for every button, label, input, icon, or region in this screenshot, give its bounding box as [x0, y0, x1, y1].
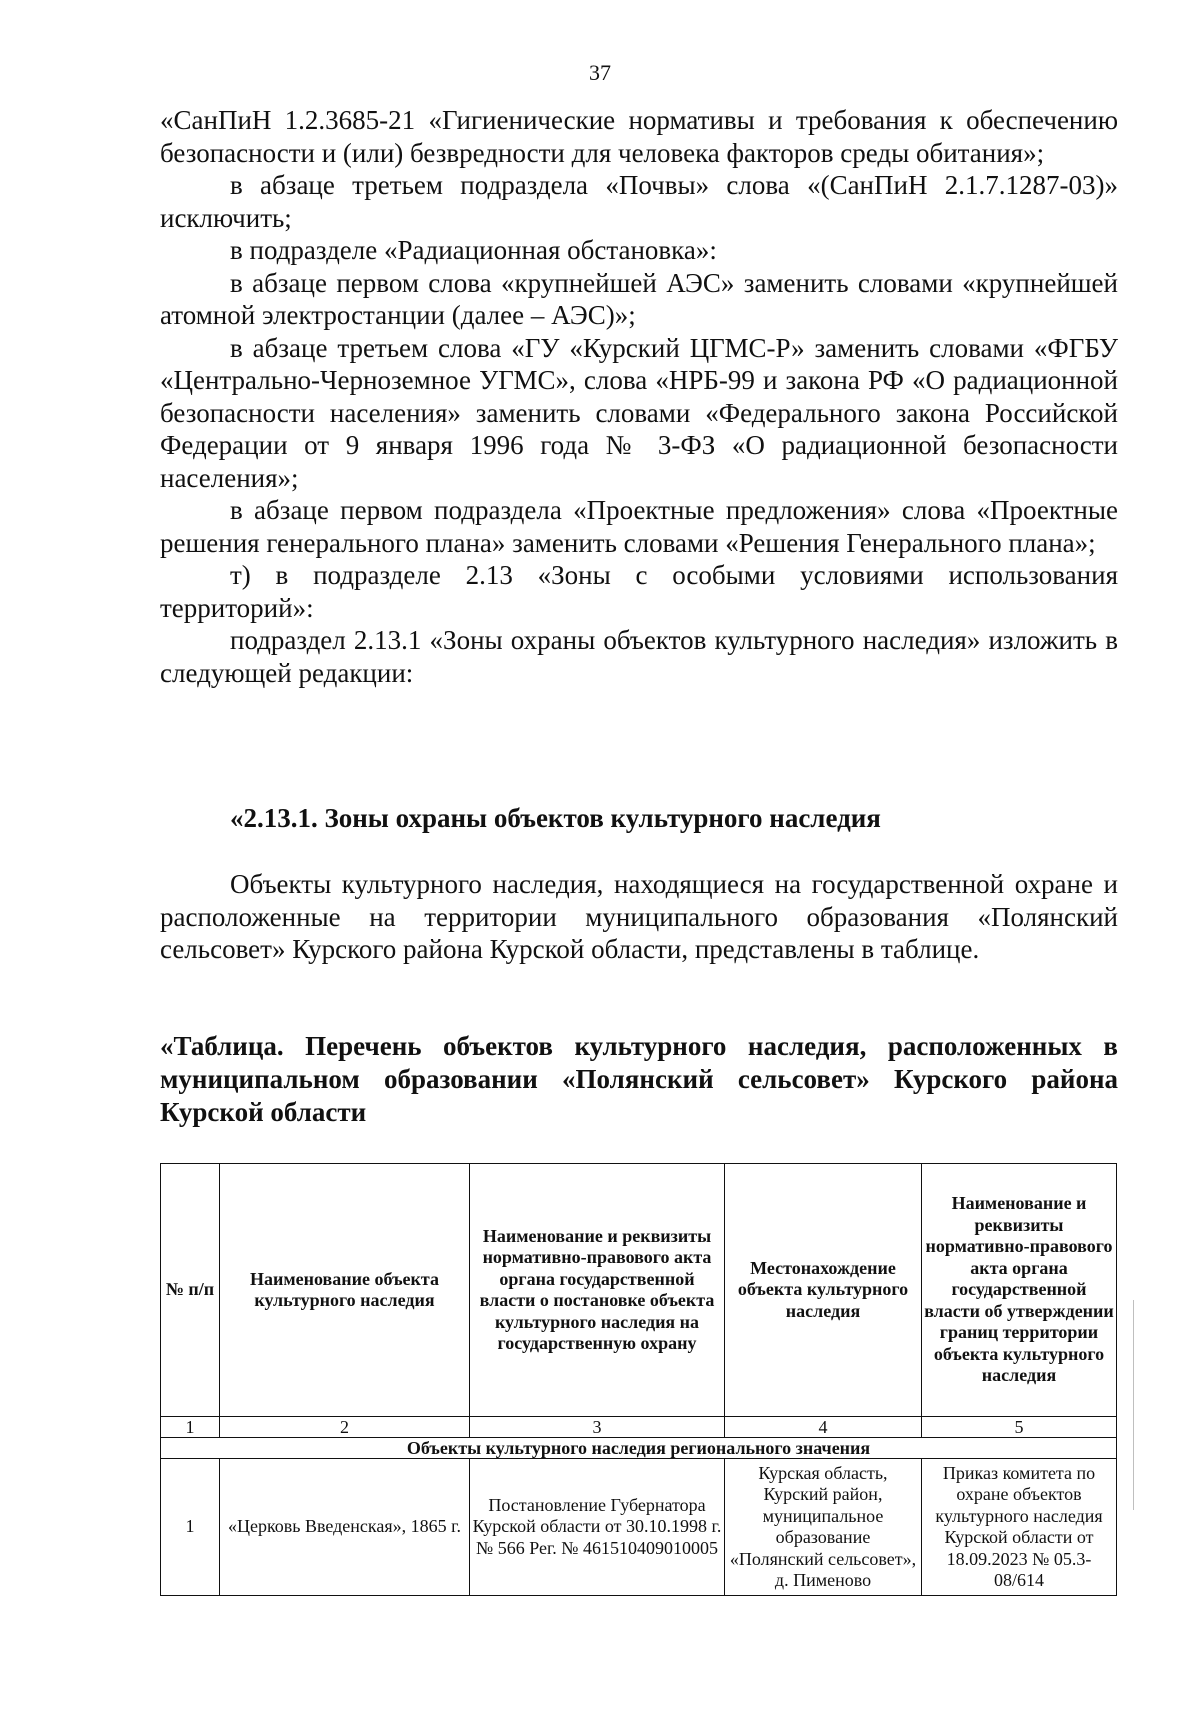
table-header-row — [161, 1164, 1117, 1417]
paragraph-radiation-first: в абзаце первом слова «крупнейшей АЭС» заменить словами «крупнейшей атомной электростанции (далее – АЭС)»; — [160, 267, 1118, 330]
header-boundary-act: Наименование и реквизиты нормативно-правового акта органа государственной власти об утверждении границ территории объекта культурного наследия — [922, 1164, 1117, 1417]
row-object-name: «Церковь Введенская», 1865 г. — [220, 1459, 470, 1596]
column-number: 1 — [161, 1417, 220, 1438]
header-object-name: Наименование объекта культурного наследия — [220, 1164, 470, 1417]
scan-margin-line — [1133, 1300, 1134, 1510]
column-number-row — [161, 1417, 1117, 1438]
header-location: Местонахождение объекта культурного наследия — [725, 1164, 922, 1417]
header-protection-act: Наименование и реквизиты нормативно-правового акта органа государственной власти о постановке объекта культурного наследия на государственную охрану — [470, 1164, 725, 1417]
row-number: 1 — [161, 1459, 220, 1596]
table-title: «Таблица. Перечень объектов культурного наследия, расположенных в муниципальном образовании «Полянский сельсовет» Курского района Курской области — [160, 1031, 1118, 1127]
paragraph-sanpin: «СанПиН 1.2.3685-21 «Гигиенические нормативы и требования к обеспечению безопасности и (или) безвредности для человека факторов среды обитания»; — [160, 105, 1118, 168]
body-text — [160, 104, 1118, 689]
paragraph-subsection-2-13: т) в подразделе 2.13 «Зоны с особыми условиями использования территорий»: — [160, 560, 1118, 623]
paragraph-radiation-third: в абзаце третьем слова «ГУ «Курский ЦГМС-Р» заменить словами «ФГБУ «Центрально-Черноземное УГМС», слова «НРБ-99 и закона РФ «О радиационной безопасности населения» заменить словами «Федерального закона Российской Федерации от 9 января 1996 года № 3-ФЗ «О радиационной безопасности населения»; — [160, 332, 1118, 493]
row-protection-act: Постановление Губернатора Курской области от 30.10.1998 г. № 566 Рег. № 461510409010005 — [470, 1459, 725, 1596]
paragraph-soils: в абзаце третьем подраздела «Почвы» слова «(СанПиН 2.1.7.1287-03)» исключить; — [160, 170, 1118, 233]
paragraph-radiation: в подразделе «Радиационная обстановка»: — [230, 235, 717, 265]
header-number: № п/п — [161, 1164, 220, 1417]
paragraph-subsection-2-13-1: подраздел 2.13.1 «Зоны охраны объектов культурного наследия» изложить в следующей редакции: — [160, 625, 1118, 688]
column-number: 5 — [922, 1417, 1117, 1438]
intro-paragraph: Объекты культурного наследия, находящиеся на государственной охране и расположенные на территории муниципального образования «Полянский сельсовет» Курского района Курской области, представлены в таблице. — [160, 869, 1118, 964]
column-number: 4 — [725, 1417, 922, 1438]
row-location: Курская область, Курский район, муниципальное образование «Полянский сельсовет», д. Пименово — [725, 1459, 922, 1596]
row-boundary-act: Приказ комитета по охране объектов культурного наследия Курской области от 18.09.2023 № 05.3-08/614 — [922, 1459, 1117, 1596]
heritage-table — [160, 1163, 1117, 1596]
table-section-row — [161, 1438, 1117, 1459]
section-heading: «2.13.1. Зоны охраны объектов культурного наследия — [230, 803, 881, 833]
page-number: 37 — [589, 60, 611, 85]
section-label: Объекты культурного наследия регионального значения — [161, 1438, 1117, 1459]
column-number: 3 — [470, 1417, 725, 1438]
table-row — [161, 1459, 1117, 1596]
paragraph-project-proposals: в абзаце первом подраздела «Проектные предложения» слова «Проектные решения генерального плана» заменить словами «Решения Генерального плана»; — [160, 495, 1118, 558]
column-number: 2 — [220, 1417, 470, 1438]
